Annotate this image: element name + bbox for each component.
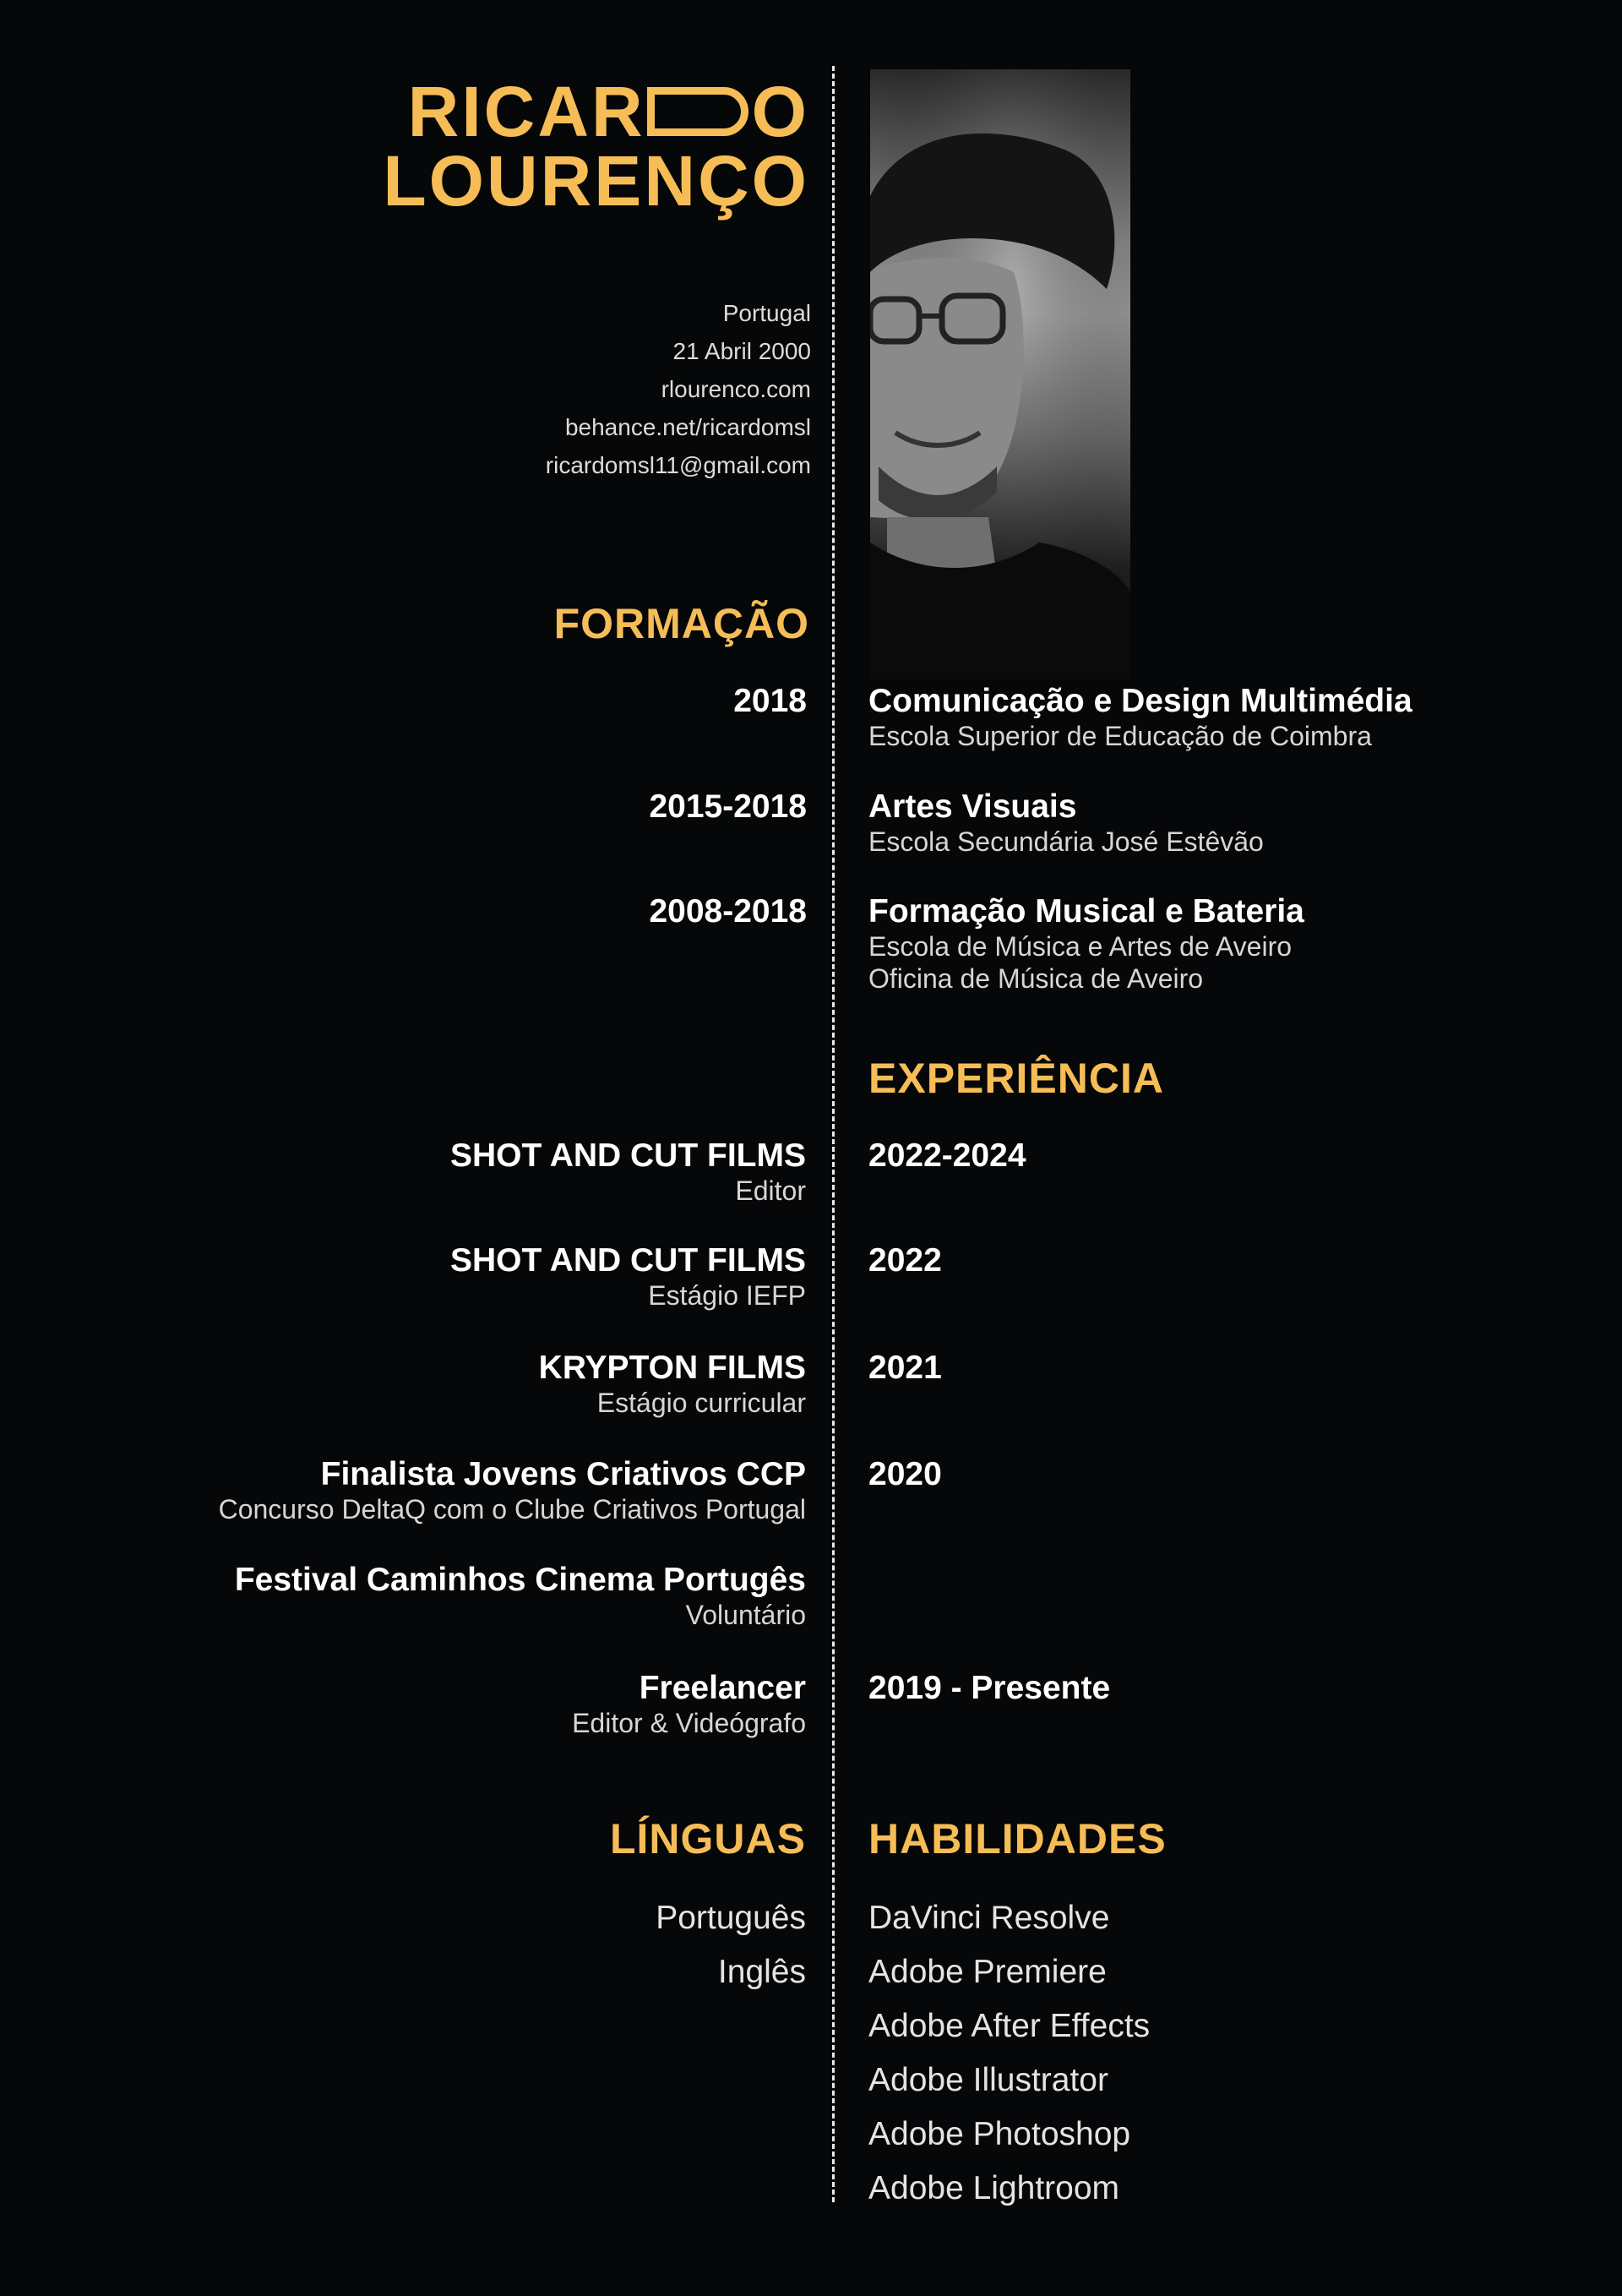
contact-behance[interactable]: behance.net/ricardomsl — [564, 414, 811, 440]
formacao-title-2: Artes Visuais — [868, 788, 1077, 825]
experiencia-item-4 — [219, 1456, 806, 1525]
formacao-title-1: Comunicação e Design Multimédia — [868, 683, 1412, 719]
experiencia-years-6: 2019 - Presente — [868, 1670, 1111, 1706]
habilidade-item-3: Adobe After Effects — [868, 2008, 1151, 2044]
habilidades-list — [868, 1891, 1150, 2216]
experiencia-role-4: Concurso DeltaQ com o Clube Criativos Portugal — [218, 1494, 806, 1524]
formacao-year-3: 2008-2018 — [649, 893, 807, 930]
linguas-list — [656, 1891, 806, 1999]
formacao-item-1 — [868, 683, 1412, 752]
linguas-heading: LÍNGUAS — [610, 1815, 806, 1862]
formacao-year-1: 2018 — [733, 683, 807, 719]
experiencia-item-2 — [450, 1242, 806, 1312]
experiencia-years-2: 2022 — [868, 1242, 942, 1279]
formacao-school-3b: Oficina de Música de Aveiro — [868, 963, 1204, 994]
experiencia-years-4: 2020 — [868, 1456, 942, 1492]
experiencia-company-5: Festival Caminhos Cinema Portugês — [234, 1562, 806, 1598]
name-part-3: LOURENÇO — [383, 141, 809, 221]
habilidade-item-4: Adobe Illustrator — [868, 2062, 1108, 2098]
experiencia-item-3 — [539, 1350, 806, 1419]
portrait-photo — [870, 69, 1130, 679]
experiencia-years-1: 2022-2024 — [868, 1137, 1026, 1174]
contact-birthdate: 21 Abril 2000 — [672, 338, 811, 364]
experiencia-role-5: Voluntário — [685, 1600, 806, 1630]
experiencia-company-4: Finalista Jovens Criativos CCP — [320, 1456, 806, 1492]
formacao-year-2: 2015-2018 — [649, 788, 807, 825]
name-part-2: O — [751, 72, 809, 151]
formacao-school-3a: Escola de Música e Artes de Aveiro — [868, 931, 1293, 962]
experiencia-company-3: KRYPTON FILMS — [538, 1350, 806, 1386]
name-part-1: RICAR — [407, 72, 645, 151]
experiencia-item-1 — [450, 1137, 806, 1207]
experiencia-item-6 — [572, 1670, 806, 1739]
formacao-school-2: Escola Secundária José Estêvão — [868, 826, 1264, 857]
vertical-dashed-divider — [832, 66, 835, 2202]
formacao-item-3 — [868, 893, 1304, 995]
habilidade-item-5: Adobe Photoshop — [868, 2116, 1131, 2152]
lingua-item-2: Inglês — [717, 1954, 806, 1990]
name-d-logo-shape — [647, 87, 748, 136]
formacao-school-1: Escola Superior de Educação de Coimbra — [868, 721, 1372, 751]
experiencia-company-2: SHOT AND CUT FILMS — [449, 1242, 806, 1279]
contact-country: Portugal — [722, 300, 811, 326]
contact-email[interactable]: ricardomsl11@gmail.com — [545, 452, 811, 478]
experiencia-role-2: Estágio IEFP — [648, 1280, 806, 1311]
habilidade-item-2: Adobe Premiere — [868, 1954, 1107, 1990]
experiencia-heading: EXPERIÊNCIA — [868, 1055, 1164, 1102]
experiencia-company-1: SHOT AND CUT FILMS — [449, 1137, 806, 1174]
contact-block — [546, 294, 811, 484]
habilidade-item-1: DaVinci Resolve — [868, 1900, 1110, 1936]
experiencia-role-1: Editor — [735, 1175, 806, 1206]
lingua-item-1: Português — [656, 1900, 806, 1936]
experiencia-role-6: Editor & Videógrafo — [572, 1708, 806, 1738]
formacao-title-3: Formação Musical e Bateria — [868, 893, 1304, 930]
formacao-heading: FORMAÇÃO — [553, 600, 809, 647]
contact-website[interactable]: rlourenco.com — [661, 376, 811, 402]
experiencia-role-3: Estágio curricular — [596, 1388, 806, 1418]
habilidades-heading: HABILIDADES — [868, 1815, 1167, 1862]
habilidade-item-6: Adobe Lightroom — [868, 2170, 1120, 2206]
experiencia-company-6: Freelancer — [639, 1670, 806, 1706]
formacao-item-2 — [868, 788, 1264, 858]
experiencia-item-5 — [235, 1562, 806, 1631]
name-line-2 — [383, 141, 809, 221]
name-line-1 — [407, 72, 809, 151]
experiencia-years-3: 2021 — [868, 1350, 942, 1386]
